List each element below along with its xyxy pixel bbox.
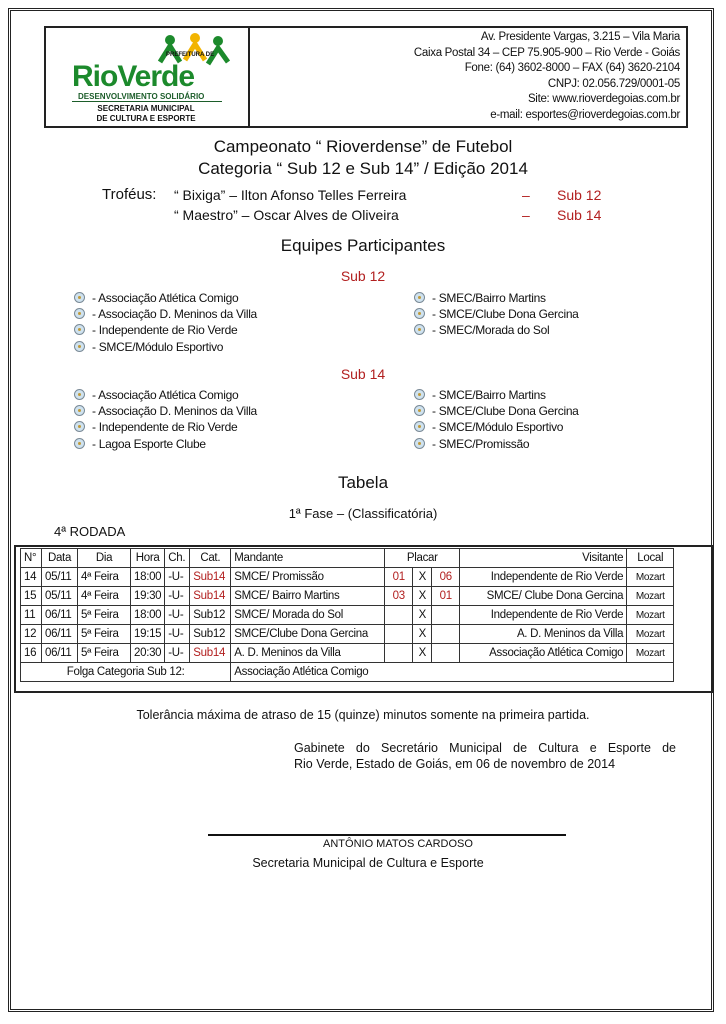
soccer-ball-icon [74, 324, 85, 335]
logo-department: SECRETARIA MUNICIPAL DE CULTURA E ESPORTE [96, 104, 196, 123]
soccer-ball-icon [414, 324, 425, 335]
team-item: - SMCE/Módulo Esportivo [414, 420, 563, 434]
table-row: 11 06/11 5ª Feira 18:00 -U- Sub12 SMCE/ Morada do Sol X Independente de Rio Verde Mozart [21, 606, 674, 625]
round-label: 4ª RODADA [54, 524, 126, 539]
teams-heading: Equipes Participantes [280, 236, 446, 255]
logo [46, 28, 250, 126]
sub12-heading: Sub 12 [340, 268, 386, 284]
soccer-ball-icon [414, 308, 425, 319]
team-item: - Independente de Rio Verde [74, 420, 237, 434]
team-item: - SMEC/Morada do Sol [414, 323, 549, 337]
soccer-ball-icon [74, 438, 85, 449]
signer-name: ANTÔNIO MATOS CARDOSO [323, 838, 473, 850]
signature-line [208, 834, 566, 836]
team-item: - SMCE/Clube Dona Gercina [414, 307, 579, 321]
logo-divider [72, 101, 222, 102]
team-item: - SMCE/Clube Dona Gercina [414, 404, 579, 418]
folga-row [21, 663, 674, 682]
trophy-name: “ Bixiga” – Ilton Afonso Telles Ferreira [174, 187, 407, 203]
trophy-dash: – [522, 207, 530, 223]
soccer-ball-icon [74, 292, 85, 303]
team-item: - Associação D. Meninos da Villa [74, 307, 257, 321]
team-item: - Lagoa Esporte Clube [74, 437, 206, 451]
logo-tagline: DESENVOLVIMENTO SOLIDÁRIO [78, 92, 205, 101]
soccer-ball-icon [414, 292, 425, 303]
phase-label: 1ª Fase – (Classificatória) [288, 506, 438, 521]
sub14-heading: Sub 14 [340, 366, 386, 382]
address-line: Caixa Postal 34 – CEP 75.905-900 – Rio Verde - Goiás [413, 46, 680, 59]
tolerance-note: Tolerância máxima de atraso de 15 (quinze) minutos somente na primeira partida. [136, 708, 590, 722]
trophy-name: “ Maestro” – Oscar Alves de Oliveira [174, 207, 399, 223]
address-line: Fone: (64) 3602-8000 – FAX (64) 3620-2104 [464, 62, 680, 74]
table-row: 14 05/11 4ª Feira 18:00 -U- Sub14 SMCE/ Promissão 01 X 06 Independente de Rio Verde Mozart [21, 568, 674, 587]
trophy-category: Sub 14 [557, 207, 602, 223]
place-date-line-2: Rio Verde, Estado de Goiás, em 06 de novembro de 2014 [294, 757, 616, 771]
team-item: - SMEC/Promissão [414, 437, 529, 451]
trophy-dash: – [522, 187, 530, 203]
address-line: CNPJ: 02.056.729/0001-05 [547, 77, 680, 90]
soccer-ball-icon [414, 438, 425, 449]
soccer-ball-icon [74, 308, 85, 319]
soccer-ball-icon [414, 405, 425, 416]
letterhead [44, 26, 688, 128]
title-line-1: Campeonato “ Rioverdense” de Futebol [213, 137, 513, 156]
soccer-ball-icon [74, 341, 85, 352]
soccer-ball-icon [74, 389, 85, 400]
soccer-ball-icon [74, 405, 85, 416]
soccer-ball-icon [74, 421, 85, 432]
trophies-label: Troféus: [102, 186, 157, 203]
logo-small-text: PREFEITURA DE [166, 52, 215, 58]
table-row: 15 05/11 4ª Feira 19:30 -U- Sub14 SMCE/ Bairro Martins 03 X 01 SMCE/ Clube Dona Gercina Mozart [21, 587, 674, 606]
team-item: - Associação D. Meninos da Villa [74, 404, 257, 418]
folga-team: Associação Atlética Comigo [231, 663, 674, 682]
table-header-row: N° Data Dia Hora Ch. Cat. Mandante Placar Visitante Local [21, 549, 674, 568]
address-line: Site: www.rioverdegoias.com.br [527, 93, 680, 105]
table-row: 12 06/11 5ª Feira 19:15 -U- Sub12 SMCE/Clube Dona Gercina X A. D. Meninos da Villa Mozart [21, 625, 674, 644]
logo-brand: RioVerde [72, 60, 195, 93]
team-item: - Associação Atlética Comigo [74, 388, 238, 402]
table-heading: Tabela [337, 473, 389, 492]
team-item: - Independente de Rio Verde [74, 323, 237, 337]
trophy-category: Sub 12 [557, 187, 602, 203]
soccer-ball-icon [414, 421, 425, 432]
address-block [414, 30, 680, 123]
team-item: - Associação Atlética Comigo [74, 291, 238, 305]
title-line-2: Categoria “ Sub 12 e Sub 14” / Edição 2014 [198, 159, 528, 178]
address-line: Av. Presidente Vargas, 3.215 – Vila Maria [480, 31, 680, 43]
signer-role: Secretaria Municipal de Cultura e Esporte [252, 856, 484, 870]
table-row: 16 06/11 5ª Feira 20:30 -U- Sub14 A. D. Meninos da Villa X Associação Atlética Comigo Mozart [21, 644, 674, 663]
team-item: - SMCE/Bairro Martins [414, 388, 546, 402]
team-item: - SMCE/Módulo Esportivo [74, 340, 223, 354]
place-date-line-1: Gabinete do Secretário Municipal de Cultura e Esporte de [294, 741, 676, 755]
schedule-table [20, 548, 674, 682]
soccer-ball-icon [414, 389, 425, 400]
address-line: e-mail: esportes@rioverdegoias.com.br [490, 108, 680, 121]
team-item: - SMEC/Bairro Martins [414, 291, 546, 305]
folga-label: Folga Categoria Sub 12: [21, 663, 231, 682]
